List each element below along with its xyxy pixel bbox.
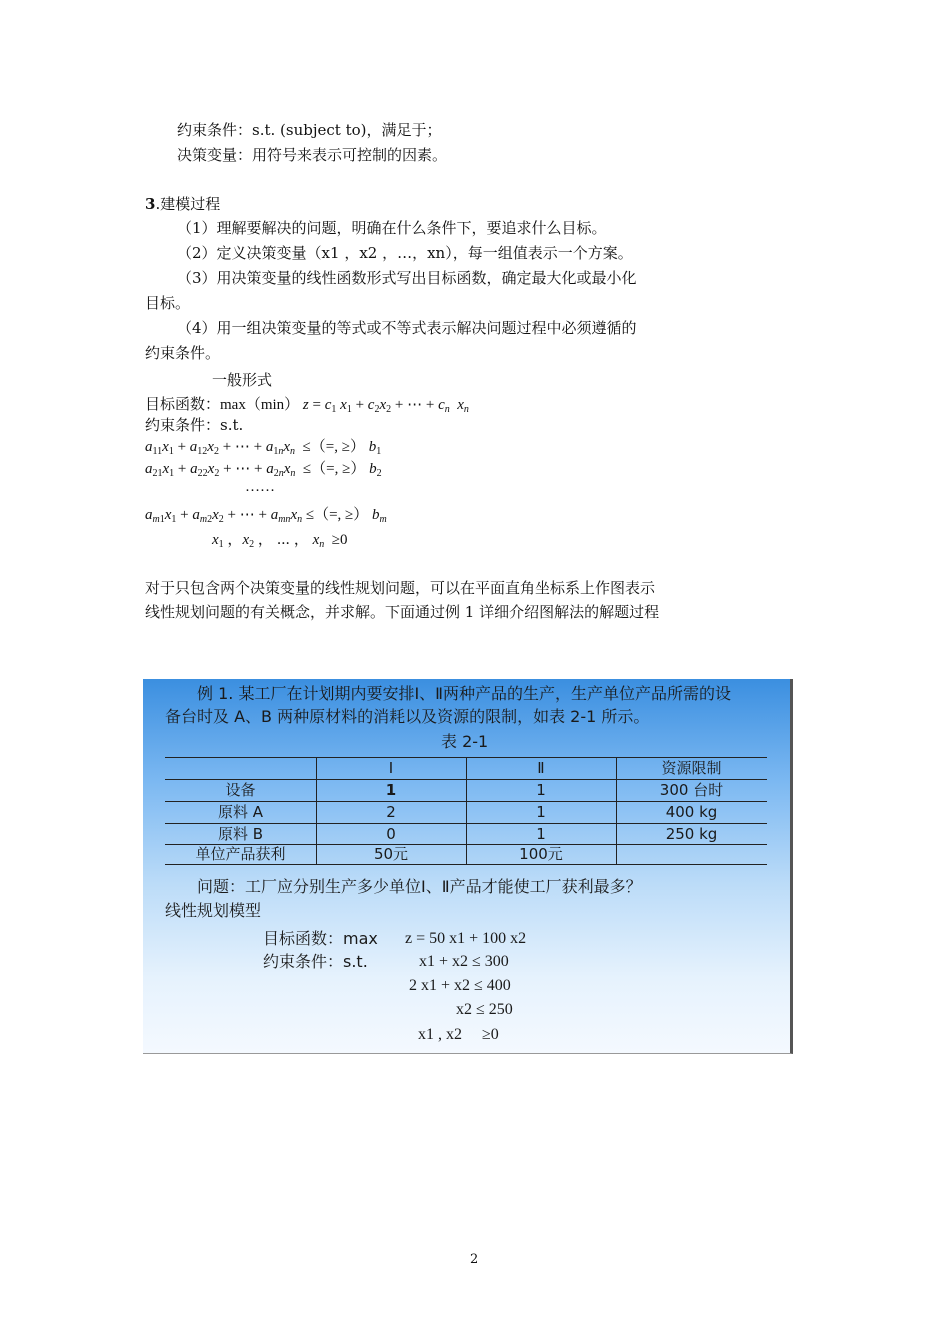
section-number: 3 <box>145 195 156 213</box>
table-header-cell: 资源限制 <box>661 759 722 777</box>
intro-decision-line: 决策变量：用符号来表示可控制的因素。 <box>177 146 448 164</box>
model-title: 线性规划模型 <box>165 901 262 920</box>
page-number: 2 <box>470 1252 479 1267</box>
model-constraint-1: x1 + x2 ≤ 300 <box>419 953 509 970</box>
table-cell: 1 <box>385 781 397 799</box>
table-cell: 1 <box>536 803 546 821</box>
ineq-symbol: ≤（=, ≥） <box>302 461 366 477</box>
section-title: .建模过程 <box>155 195 221 213</box>
section-heading <box>145 194 220 214</box>
model-constraint-3: x2 ≤ 250 <box>456 1001 513 1018</box>
example-line-2: 备台时及 A、B 两种原材料的消耗以及资源的限制，如表 2-1 所示。 <box>165 707 650 726</box>
model-constraint-label: 约束条件：s.t. <box>263 952 368 971</box>
paragraph-line-1: 对于只包含两个决策变量的线性规划问题，可以在平面直角坐标系上作图表示 <box>145 579 656 597</box>
table-cell: 0 <box>386 825 396 843</box>
constraint-row-m: $a_{m1}x_1 + a_{m2}x_2$ + ⋯ + $a_{mn}x_n$ ≤（=, ≥） $b_m$ <box>145 507 387 525</box>
table-cell: 原料 A <box>217 803 264 821</box>
model-objective: z = 50 x1 + 100 x2 <box>405 930 527 947</box>
table-header-cell: Ⅰ <box>388 759 394 777</box>
table-cell: 400 kg <box>665 803 718 821</box>
table-cell: 1 <box>536 781 546 799</box>
table-title: 表 2-1 <box>441 732 489 751</box>
model-constraint-2: 2 x1 + x2 ≤ 400 <box>409 977 511 994</box>
constraint-dots: …… <box>245 479 275 495</box>
constraint-row-1: $a_{11}x_1 + a_{12}x_2$ + ⋯ + $a_{1n}x_n$ ≤（=, ≥） $b_1$ <box>145 439 382 457</box>
table-cell: 1 <box>536 825 546 843</box>
table-cell: 300 台时 <box>659 781 724 799</box>
ineq-symbol: ≤（=, ≥） <box>302 439 365 455</box>
nonneg-symbol: ≥0 <box>331 532 348 548</box>
step-2: （2）定义决策变量（x1 ，x2 ，…，xn），每一组值表示一个方案。 <box>177 244 633 262</box>
table-cell: 设备 <box>225 781 256 799</box>
table-cell: 单位产品获利 <box>195 845 286 863</box>
table-cell: 原料 B <box>217 825 264 843</box>
step-1: （1）理解要解决的问题，明确在什么条件下，要追求什么目标。 <box>177 219 607 237</box>
model-c4-vars: x1 , x2 <box>418 1026 462 1043</box>
table-cell: 100元 <box>519 845 563 863</box>
resource-table <box>165 757 767 865</box>
table-header-cell: Ⅱ <box>537 759 545 777</box>
step-3: （3）用决策变量的线性函数形式写出目标函数，确定最大化或最小化 <box>177 269 637 287</box>
intro-constraint-line: 约束条件：s.t. (subject to)，满足于； <box>177 121 442 139</box>
nonnegativity-row: $x_1$ ，$x_2$ ， ⋯ ， $x_n \ge 0$ <box>212 532 348 550</box>
table-cell: 2 <box>386 803 396 821</box>
step-4-cont: 约束条件。 <box>145 344 221 362</box>
model-objective-label: 目标函数：max <box>263 929 378 948</box>
example-question: 问题：工厂应分别生产多少单位Ⅰ、Ⅱ产品才能使工厂获利最多？ <box>197 877 642 896</box>
example-line-1: 例 1. 某工厂在计划期内要安排Ⅰ、Ⅱ两种产品的生产，生产单位产品所需的设 <box>197 684 732 703</box>
constraint-label: 约束条件：s.t. <box>145 416 244 434</box>
constraint-row-2: $a_{21}x_1 + a_{22}x_2$ + ⋯ + $a_{2n}x_n$ ≤（=, ≥） $b_2$ <box>145 461 382 479</box>
step-4: （4）用一组决策变量的等式或不等式表示解决问题过程中必须遵循的 <box>177 319 637 337</box>
table-cell: 50元 <box>373 845 409 863</box>
model-constraint-4 <box>418 1024 499 1046</box>
objective-function: 目标函数：max（min） $z = c_1$ $x_1 + c_2x_2$ + ⋯ + $c_n$ $x_n$ <box>145 397 469 415</box>
general-form-heading: 一般形式 <box>212 371 273 389</box>
ineq-symbol: ≤（=, ≥） <box>305 507 369 523</box>
step-3-cont: 目标。 <box>145 294 191 312</box>
example-slide <box>143 679 793 1054</box>
table-cell: 250 kg <box>665 825 718 843</box>
model-c4-rel: ≥0 <box>482 1026 499 1043</box>
objective-label: 目标函数：max（min） <box>145 397 300 413</box>
paragraph-line-2: 线性规划问题的有关概念，并求解。下面通过例 1 详细介绍图解法的解题过程 <box>145 603 660 621</box>
